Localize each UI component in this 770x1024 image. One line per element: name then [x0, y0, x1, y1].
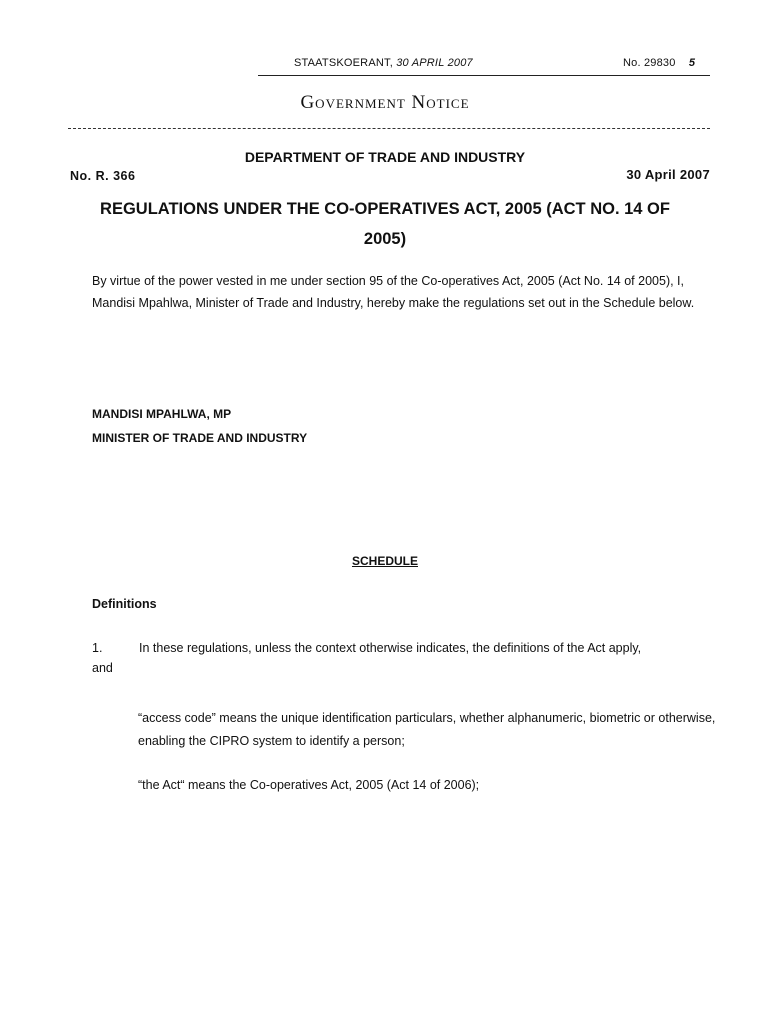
issue-number: No. 29830 [623, 57, 676, 69]
section-divider [68, 128, 710, 129]
definitions-heading: Definitions [92, 597, 157, 611]
clause-number: 1. [92, 641, 103, 655]
running-head-issue [623, 57, 695, 69]
header-rule [258, 75, 710, 76]
publication-date: 30 APRIL 2007 [396, 57, 473, 69]
intro-paragraph: By virtue of the power vested in me under section 95 of the Co-operatives Act, 2005 (Act No. 14 of 2005), I, Mandisi Mpahlwa, Minister of Trade and Industry, hereby make the regulations set out in the Schedule below. [92, 274, 695, 310]
definition-the-act: “the Act“ means the Co-operatives Act, 2005 (Act 14 of 2006); [138, 778, 480, 792]
clause-continuation: and [92, 661, 113, 675]
notice-date: 30 April 2007 [626, 167, 710, 182]
department-heading: DEPARTMENT OF TRADE AND INDUSTRY [244, 149, 526, 165]
signatory-name: MANDISI MPAHLWA, MP [92, 407, 232, 421]
definition-access-code: “access code” means the unique identification particulars, whether alphanumeric, biometric or otherwise, enabling the CIPRO system to identify a person; [138, 711, 716, 748]
signatory-title: MINISTER OF TRADE AND INDUSTRY [92, 431, 308, 445]
clause-text: In these regulations, unless the context otherwise indicates, the definitions of the Act apply, [139, 641, 642, 655]
publication-name: STAATSKOERANT, [294, 57, 393, 69]
page-number: 5 [688, 57, 696, 69]
running-head-publication [294, 57, 473, 69]
signature-block [92, 402, 307, 450]
notice-title: Government Notice [300, 92, 470, 113]
notice-number: No. R. 366 [70, 169, 136, 183]
regulation-title: REGULATIONS UNDER THE CO-OPERATIVES ACT, 2005 (ACT NO. 14 OF 2005) [100, 200, 670, 248]
schedule-heading: SCHEDULE [351, 554, 418, 568]
